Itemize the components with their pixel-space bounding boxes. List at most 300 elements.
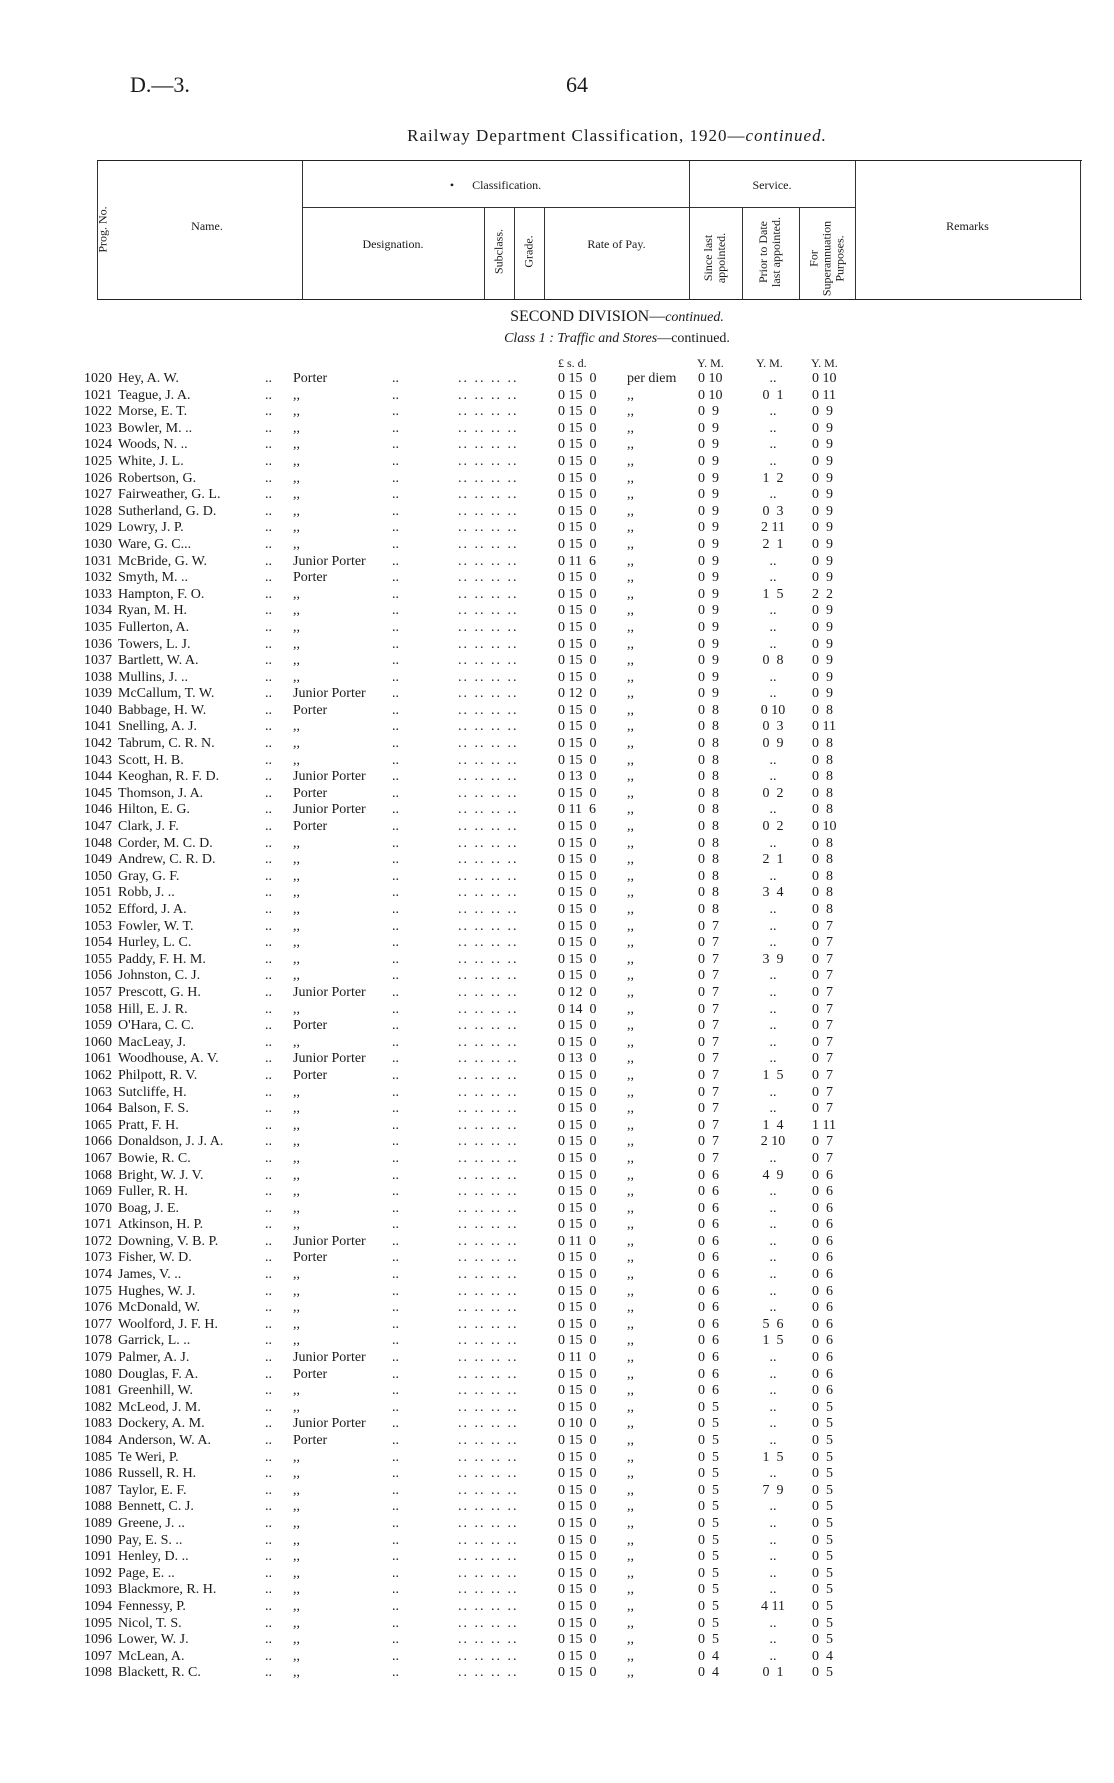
rate-of-pay: 0 15 0 [558,603,597,619]
service-prior: .. [769,868,777,884]
table-row [0,471,1114,488]
service-since-last: 0 7 [698,1150,719,1166]
rate-of-pay: 0 11 0 [558,1350,596,1366]
service-prior: .. [769,1366,777,1382]
employee-name: Sutcliffe, H. [118,1084,187,1100]
leader-dots: .. .. .. .. [458,437,519,453]
service-superannuation: 0 5 [812,1582,833,1598]
leader-dots: .. .. .. .. [458,769,519,785]
service-since-last: 0 9 [698,686,719,702]
leader-dots: .. .. .. .. [458,1615,519,1631]
designation: ,, [293,1399,300,1415]
service-superannuation: 0 9 [812,487,833,503]
designation: ,, [293,420,300,436]
rate-of-pay: 0 15 0 [558,520,597,536]
service-since-last: 0 7 [698,951,719,967]
service-since-last: 0 8 [698,769,719,785]
leader-dots: .. [392,1333,399,1349]
leader-dots: .. [265,553,272,569]
prog-no: 1037 [84,653,112,669]
service-superannuation: 0 9 [812,453,833,469]
rate-unit: ,, [627,1433,634,1448]
employee-name: Russell, R. H. [118,1466,197,1482]
table-row [0,736,1114,753]
employee-name: McDonald, W. [118,1300,201,1316]
rate-of-pay: 0 15 0 [558,570,597,586]
employee-name: Clark, J. F. [118,819,179,835]
leader-dots: .. .. .. .. [458,935,519,951]
service-prior: .. [769,553,777,569]
leader-dots: .. [265,769,272,785]
leader-dots: .. [392,371,399,386]
service-since-last: 0 9 [698,420,719,436]
leader-dots: .. [392,1615,399,1631]
leader-dots: .. [265,1648,272,1664]
prog-no: 1082 [84,1399,112,1415]
employee-name: Tabrum, C. R. N. [118,736,215,752]
service-since-last: 0 7 [698,1018,719,1034]
service-since-last: 0 7 [698,935,719,951]
leader-dots: .. [392,603,399,619]
prog-no: 1049 [84,852,112,868]
service-since-last: 0 9 [698,553,719,569]
unit-ym-prior: Y. M. [756,356,783,370]
division-name: SECOND DIVISION— [510,308,666,325]
leader-dots: .. [392,1300,399,1316]
designation: ,, [293,1632,300,1648]
leader-dots: .. [265,503,272,519]
service-prior: .. [769,420,777,436]
service-prior: .. [769,1433,777,1448]
leader-dots: .. .. .. .. [458,868,519,884]
service-superannuation: 0 7 [812,1134,833,1150]
service-prior: .. [769,835,777,851]
rate-of-pay: 0 15 0 [558,1300,597,1316]
leader-dots: .. .. .. .. [458,1333,519,1349]
leader-dots: .. [265,669,272,685]
designation: ,, [293,1167,300,1183]
leader-dots: .. [392,437,399,453]
table-row [0,885,1114,902]
service-since-last: 0 9 [698,619,719,635]
service-prior: 2 1 [762,852,784,868]
rate-unit: ,, [627,669,634,685]
service-superannuation: 0 6 [812,1366,833,1382]
service-since-last: 0 5 [698,1399,719,1415]
leader-dots: .. .. .. .. [458,420,519,436]
service-superannuation: 0 8 [812,868,833,884]
leader-dots: .. [392,619,399,635]
class-continued: —continued. [657,331,730,346]
service-prior: 1 2 [762,470,784,486]
leader-dots: .. .. .. .. [458,1433,519,1448]
col-name: Name. [191,219,223,233]
service-superannuation: 0 6 [812,1283,833,1299]
service-since-last: 0 5 [698,1598,719,1614]
prog-no: 1091 [84,1549,112,1565]
prog-no: 1064 [84,1101,112,1117]
designation: ,, [293,1333,300,1349]
leader-dots: .. [392,1267,399,1283]
service-since-last: 0 7 [698,1067,719,1083]
designation: ,, [293,1532,300,1548]
employee-name: McLeod, J. M. [118,1399,201,1415]
leader-dots: .. [265,1184,272,1200]
rate-unit: ,, [627,1549,634,1565]
service-prior: 0 1 [762,387,784,403]
prog-no: 1070 [84,1200,112,1216]
prog-no: 1034 [84,603,112,619]
service-superannuation: 0 7 [812,1150,833,1166]
designation: ,, [293,1200,300,1216]
rate-unit: ,, [627,1615,634,1631]
leader-dots: .. .. .. .. [458,1582,519,1598]
table-row [0,421,1114,438]
prog-no: 1067 [84,1150,112,1166]
leader-dots: .. .. .. .. [458,1250,519,1266]
rate-of-pay: 0 15 0 [558,702,597,718]
title-main: Railway Department Classification, 1920— [407,126,746,145]
leader-dots: .. [265,1034,272,1050]
service-prior: .. [769,1283,777,1299]
rate-of-pay: 0 15 0 [558,1067,597,1083]
rate-of-pay: 0 12 0 [558,984,597,1000]
employee-name: James, V. .. [118,1267,182,1283]
designation: Porter [293,785,328,801]
leader-dots: .. [392,1399,399,1415]
service-since-last: 0 8 [698,835,719,851]
leader-dots: .. .. .. .. [458,802,519,818]
rate-unit: ,, [627,984,634,1000]
service-superannuation: 0 11 [812,387,836,403]
table-row [0,570,1114,587]
prog-no: 1071 [84,1217,112,1233]
leader-dots: .. [392,1084,399,1100]
rate-of-pay: 0 11 0 [558,1233,596,1249]
unit-ym-super: Y. M. [811,356,838,370]
designation: ,, [293,1549,300,1565]
service-superannuation: 0 8 [812,752,833,768]
employee-name: Mullins, J. .. [118,669,189,685]
leader-dots: .. [265,603,272,619]
service-since-last: 0 7 [698,918,719,934]
service-superannuation: 0 6 [812,1217,833,1233]
employee-name: Paddy, F. H. M. [118,951,206,967]
employee-name: Blackett, R. C. [118,1665,201,1681]
employee-name: O'Hara, C. C. [118,1018,195,1034]
leader-dots: .. .. .. .. [458,1399,519,1415]
rate-of-pay: 0 12 0 [558,686,597,702]
leader-dots: .. [265,404,272,420]
service-prior: 2 10 [760,1134,786,1150]
service-superannuation: 0 5 [812,1399,833,1415]
col-classification: • Classification. [449,178,542,192]
leader-dots: .. [392,819,399,835]
leader-dots: .. [265,1665,272,1681]
designation: Porter [293,1366,328,1382]
rate-unit: ,, [627,1648,634,1664]
service-since-last: 0 9 [698,487,719,503]
prog-no: 1096 [84,1632,112,1648]
leader-dots: .. [392,1117,399,1133]
table-row [0,1333,1114,1350]
service-superannuation: 0 9 [812,570,833,586]
table-row [0,1367,1114,1384]
employee-name: Pratt, F. H. [118,1117,179,1133]
leader-dots: .. [265,636,272,652]
service-superannuation: 0 8 [812,835,833,851]
leader-dots: .. [392,1433,399,1448]
service-prior: .. [769,1416,777,1432]
leader-dots: .. [265,968,272,984]
leader-dots: .. [392,1416,399,1432]
table-row [0,869,1114,886]
service-superannuation: 0 4 [812,1648,833,1664]
service-prior: 4 9 [762,1167,784,1183]
service-superannuation: 0 8 [812,702,833,718]
service-since-last: 0 5 [698,1549,719,1565]
service-since-last: 0 5 [698,1466,719,1482]
service-superannuation: 0 9 [812,404,833,420]
leader-dots: .. [392,686,399,702]
service-superannuation: 1 11 [812,1117,836,1133]
leader-dots: .. [392,1515,399,1531]
leader-dots: .. [265,1399,272,1415]
service-prior: 0 8 [762,653,784,669]
leader-dots: .. .. .. .. [458,603,519,619]
leader-dots: .. [392,1001,399,1017]
prog-no: 1027 [84,487,112,503]
employee-name: Hey, A. W. [118,371,179,386]
employee-name: Philpott, R. V. [118,1067,198,1083]
service-since-last: 0 9 [698,669,719,685]
table-row [0,1284,1114,1301]
rate-of-pay: 0 15 0 [558,1615,597,1631]
table-row [0,968,1114,985]
rate-unit: ,, [627,404,634,420]
leader-dots: .. .. .. .. [458,520,519,536]
service-since-last: 0 8 [698,736,719,752]
designation: ,, [293,752,300,768]
service-prior: 2 11 [761,520,785,536]
table-row [0,802,1114,819]
service-superannuation: 0 9 [812,420,833,436]
service-superannuation: 0 7 [812,1051,833,1067]
leader-dots: .. [392,1150,399,1166]
table-row [0,1068,1114,1085]
service-prior: .. [769,1300,777,1316]
leader-dots: .. [392,951,399,967]
service-superannuation: 0 9 [812,636,833,652]
leader-dots: .. [265,1150,272,1166]
designation: ,, [293,1648,300,1664]
table-row [0,1151,1114,1168]
prog-no: 1032 [84,570,112,586]
service-superannuation: 0 9 [812,686,833,702]
leader-dots: .. [265,536,272,552]
leader-dots: .. .. .. .. [458,503,519,519]
service-superannuation: 0 6 [812,1184,833,1200]
leader-dots: .. [265,520,272,536]
service-since-last: 0 5 [698,1433,719,1448]
leader-dots: .. [265,387,272,403]
leader-dots: .. [392,1549,399,1565]
employee-name: Atkinson, H. P. [118,1217,204,1233]
prog-no: 1085 [84,1449,112,1465]
service-superannuation: 0 10 [812,371,837,386]
leader-dots: .. [392,520,399,536]
designation: ,, [293,586,300,602]
page-title [0,126,1114,146]
leader-dots: .. [392,470,399,486]
rate-of-pay: 0 15 0 [558,918,597,934]
employee-name: Scott, H. B. [118,752,184,768]
service-prior: 0 3 [762,719,784,735]
designation: ,, [293,1565,300,1581]
leader-dots: .. [265,902,272,917]
service-prior: .. [769,1615,777,1631]
designation: ,, [293,1150,300,1166]
employee-name: Gray, G. F. [118,868,180,884]
rate-of-pay: 0 15 0 [558,1466,597,1482]
service-prior: .. [769,1150,777,1166]
employee-name: McLean, A. [118,1648,185,1664]
leader-dots: .. .. .. .. [458,686,519,702]
employee-name: Johnston, C. J. [118,968,201,984]
leader-dots: .. .. .. .. [458,1233,519,1249]
service-prior: .. [769,437,777,453]
employee-name: Snelling, A. J. [118,719,197,735]
rate-unit: ,, [627,1267,634,1283]
class-traffic: Traffic and Stores [557,331,658,346]
prog-no: 1030 [84,536,112,552]
service-since-last: 0 4 [698,1648,719,1664]
prog-no: 1060 [84,1034,112,1050]
leader-dots: .. [392,1316,399,1332]
service-prior: .. [769,1399,777,1415]
employee-name: Page, E. .. [118,1565,175,1581]
leader-dots: .. [265,1582,272,1598]
employee-name: Corder, M. C. D. [118,835,213,851]
rate-of-pay: 0 15 0 [558,852,597,868]
rate-of-pay: 0 15 0 [558,1399,597,1415]
leader-dots: .. [265,885,272,901]
service-superannuation: 0 8 [812,885,833,901]
leader-dots: .. [392,935,399,951]
service-since-last: 0 8 [698,802,719,818]
rate-unit: ,, [627,902,634,917]
table-row [0,1317,1114,1334]
leader-dots: .. .. .. .. [458,586,519,602]
prog-no: 1045 [84,785,112,801]
leader-dots: .. .. .. .. [458,1150,519,1166]
table-row [0,404,1114,421]
leader-dots: .. [265,835,272,851]
leader-dots: .. [392,868,399,884]
service-since-last: 0 9 [698,653,719,669]
rate-unit: ,, [627,653,634,669]
service-superannuation: 0 11 [812,719,836,735]
table-row [0,1018,1114,1035]
leader-dots: .. .. .. .. [458,819,519,835]
rate-of-pay: 0 15 0 [558,619,597,635]
rate-unit: ,, [627,1134,634,1150]
service-since-last: 0 9 [698,503,719,519]
prog-no: 1088 [84,1499,112,1515]
service-superannuation: 0 9 [812,653,833,669]
leader-dots: .. [265,819,272,835]
table-row [0,1201,1114,1218]
rate-of-pay: 0 15 0 [558,1433,597,1448]
leader-dots: .. [265,752,272,768]
designation: ,, [293,1482,300,1498]
prog-no: 1066 [84,1134,112,1150]
prog-no: 1026 [84,470,112,486]
prog-no: 1044 [84,769,112,785]
rate-of-pay: 0 13 0 [558,1051,597,1067]
leader-dots: .. .. .. .. [458,1001,519,1017]
leader-dots: .. [265,1167,272,1183]
leader-dots: .. [265,1018,272,1034]
leader-dots: .. [265,570,272,586]
table-row [0,1118,1114,1135]
leader-dots: .. [265,1515,272,1531]
service-prior: 1 4 [762,1117,784,1133]
leader-dots: .. .. .. .. [458,719,519,735]
rate-of-pay: 0 15 0 [558,420,597,436]
rate-unit: ,, [627,1034,634,1050]
service-since-last: 0 8 [698,885,719,901]
leader-dots: .. [392,1217,399,1233]
table-row [0,1184,1114,1201]
table-row [0,1450,1114,1467]
prog-no: 1062 [84,1067,112,1083]
service-prior: .. [769,918,777,934]
prog-no: 1039 [84,686,112,702]
designation: ,, [293,1466,300,1482]
leader-dots: .. .. .. .. [458,1416,519,1432]
rate-unit: ,, [627,470,634,486]
service-since-last: 0 6 [698,1333,719,1349]
service-superannuation: 0 9 [812,470,833,486]
service-superannuation: 0 8 [812,736,833,752]
employee-name: MacLeay, J. [118,1034,186,1050]
service-since-last: 0 6 [698,1383,719,1399]
leader-dots: .. .. .. .. [458,453,519,469]
rate-unit: ,, [627,1184,634,1200]
prog-no: 1084 [84,1433,112,1448]
designation: ,, [293,653,300,669]
leader-dots: .. .. .. .. [458,835,519,851]
service-since-last: 0 5 [698,1565,719,1581]
service-prior: .. [769,487,777,503]
designation: ,, [293,835,300,851]
rate-unit: ,, [627,1233,634,1249]
employee-name: Fennessy, P. [118,1598,186,1614]
designation: ,, [293,1101,300,1117]
prog-no: 1075 [84,1283,112,1299]
rate-of-pay: 0 15 0 [558,1532,597,1548]
service-prior: 0 9 [762,736,784,752]
employee-name: Hurley, L. C. [118,935,192,951]
rate-unit: ,, [627,736,634,752]
service-superannuation: 0 6 [812,1350,833,1366]
rate-of-pay: 0 15 0 [558,885,597,901]
rate-of-pay: 0 15 0 [558,868,597,884]
employee-name: Boag, J. E. [118,1200,180,1216]
designation: Junior Porter [293,1233,366,1249]
service-prior: .. [769,1383,777,1399]
